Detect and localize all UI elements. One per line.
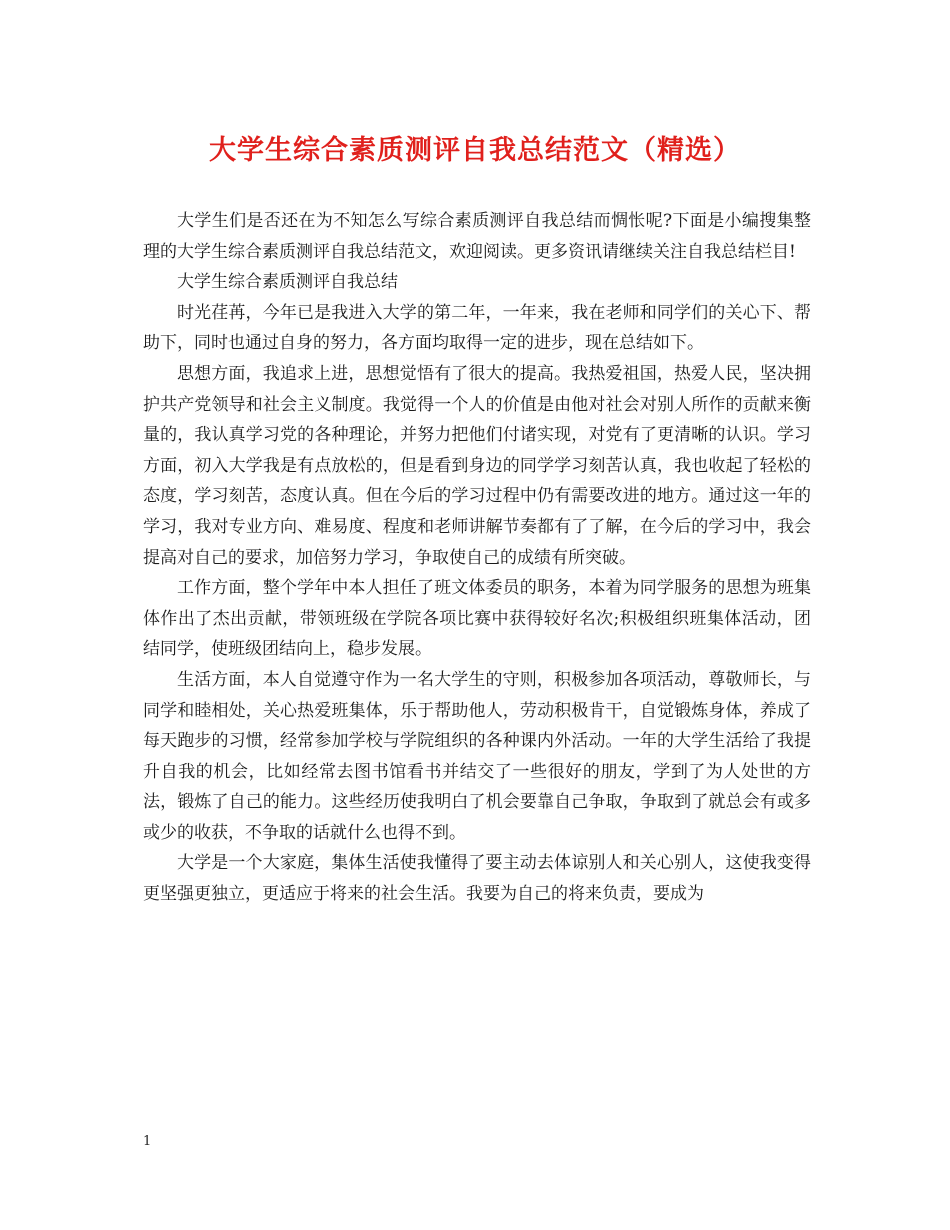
- document-body: [143, 206, 811, 910]
- opening-paragraph: 时光荏苒，今年已是我进入大学的第二年，一年来，我在老师和同学们的关心下、帮助下，同时也通过自身的努力，各方面均取得一定的进步，现在总结如下。: [143, 302, 811, 354]
- life-paragraph: 生活方面，本人自觉遵守作为一名大学生的守则，积极参加各项活动，尊敬师长，与同学和睦相处，关心热爱班集体，乐于帮助他人，劳动积极肯干，自觉锻炼身体，养成了每天跑步的习惯，经常参加学校与学院组织的各种课内外活动。一年的大学生活给了我提升自我的机会，比如经常去图书馆看书并结交了一些很好的朋友，学到了为人处世的方法，锻炼了自己的能力。这些经历使我明白了机会要靠自己争取，争取到了就总会有或多或少的收获，不争取的话就什么也得不到。: [143, 669, 811, 843]
- page-number: 1: [143, 1134, 152, 1149]
- thought-study-paragraph: 思想方面，我追求上进，思想觉悟有了很大的提高。我热爱祖国，热爱人民，坚决拥护共产党领导和社会主义制度。我觉得一个人的价值是由他对社会对别人所作的贡献来衡量的，我认真学习党的各种理论，并努力把他们付诸实现，对党有了更清晰的认识。学习方面，初入大学我是有点放松的，但是看到身边的同学学习刻苦认真，我也收起了轻松的态度，学习刻苦，态度认真。但在今后的学习过程中仍有需要改进的地方。通过这一年的学习，我对专业方向、难易度、程度和老师讲解节奏都有了了解，在今后的学习中，我会提高对自己的要求，加倍努力学习，争取使自己的成绩有所突破。: [143, 363, 811, 568]
- document-title: 大学生综合素质测评自我总结范文（精选）: [209, 135, 741, 166]
- intro-paragraph: 大学生们是否还在为不知怎么写综合素质测评自我总结而惆怅呢?下面是小编搜集整理的大学生综合素质测评自我总结范文，欢迎阅读。更多资讯请继续关注自我总结栏目!: [143, 211, 811, 262]
- work-paragraph: 工作方面，整个学年中本人担任了班文体委员的职务，本着为同学服务的思想为班集体作出了杰出贡献，带领班级在学院各项比赛中获得较好名次;积极组织班集体活动，团结同学，使班级团结向上，稳步发展。: [143, 578, 811, 660]
- family-paragraph: 大学是一个大家庭，集体生活使我懂得了要主动去体谅别人和关心别人，这使我变得更坚强更独立，更适应于将来的社会生活。我要为自己的将来负责，要成为: [143, 853, 811, 905]
- section-heading: 大学生综合素质测评自我总结: [177, 272, 398, 293]
